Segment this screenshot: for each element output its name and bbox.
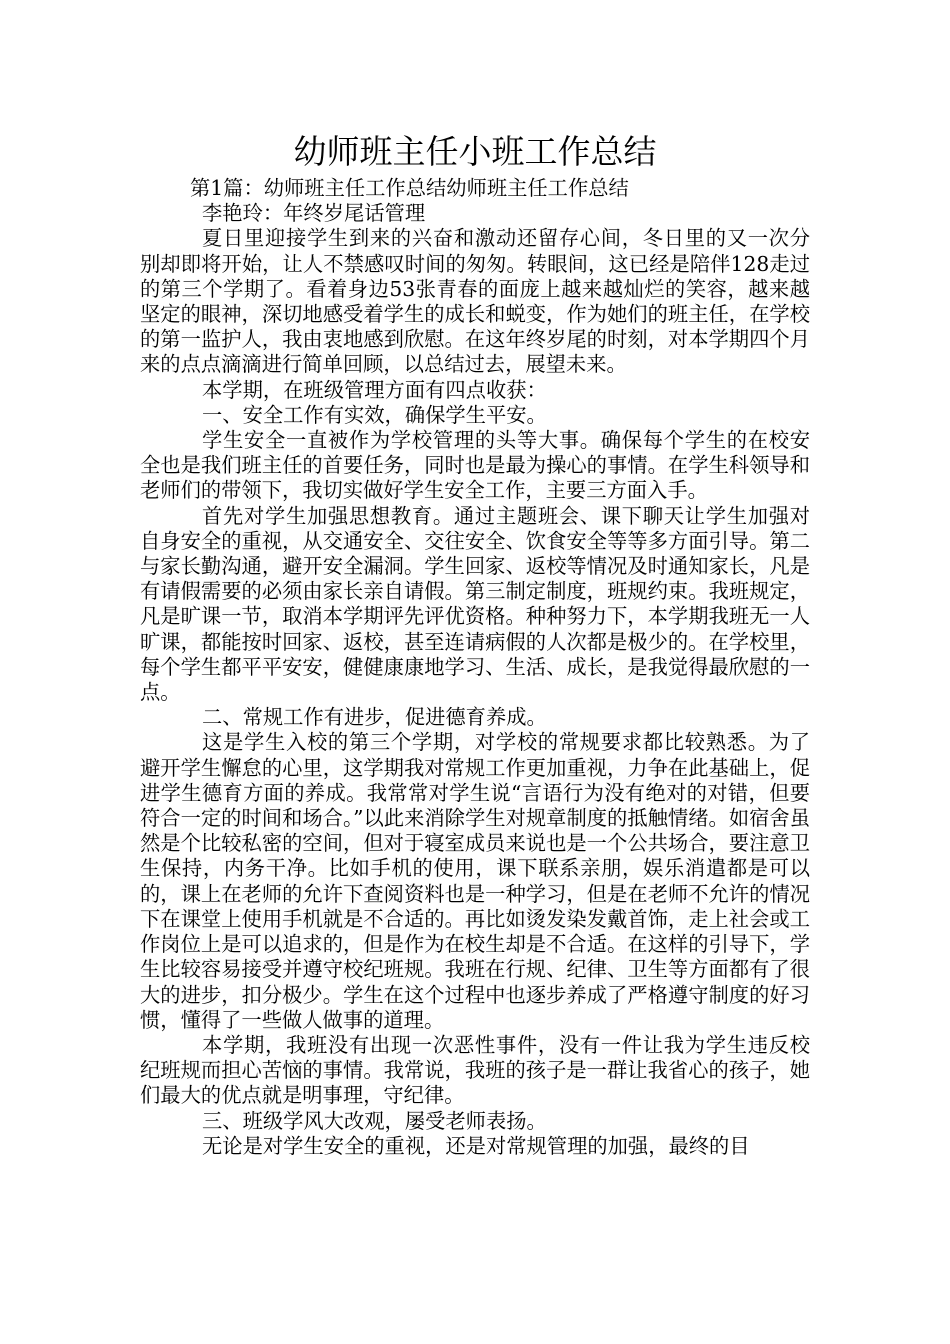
paragraph-safety-2: 首先对学生加强思想教育。通过主题班会、课下聊天让学生加强对自身安全的重视，从交通安全、交往安全、饮食安全等等多方面引导。第二与家长勤沟通，避开安全漏洞。学生回家、返校等情况及时通知家长，凡是有请假需要的必须由家长亲自请假。第三制定制度，班规约束。我班规定，凡是旷课一节，取消本学期评先评优资格。种种努力下，本学期我班无一人旷课，都能按时回家、返校，甚至连请病假的人次都是极少的。在学校里，每个学生都平平安安，健健康康地学习、生活、成长，是我觉得最欣慰的一点。 (140, 503, 810, 705)
paragraph-study-1: 无论是对学生安全的重视，还是对常规管理的加强，最终的目 (202, 1133, 750, 1158)
paragraph-summary: 本学期，在班级管理方面有四点收获： (202, 377, 547, 402)
paragraph-routine-2: 本学期，我班没有出现一次恶性事件，没有一件让我为学生违反校纪班规而担心苦恼的事情。我常说，我班的孩子是一群让我省心的孩子，她们最大的优点就是明事理，守纪律。 (140, 1032, 810, 1108)
document-page (140, 128, 810, 1159)
paragraph-routine-1: 这是学生入校的第三个学期，对学校的常规要求都比较熟悉。为了避开学生懈怠的心里，这学期我对常规工作更加重视，力争在此基础上，促进学生德育方面的养成。我常常对学生说“言语行为没有绝对的对错，但要符合一定的时间和场合。”以此来消除学生对规章制度的抵触情绪。如宿舍虽然是个比较私密的空间，但对于寝室成员来说也是一个公共场合，要注意卫生保持，内务干净。比如手机的使用，课下联系亲朋，娱乐消遣都是可以的，课上在老师的允许下查阅资料也是一种学习，但是在老师不允许的情况下在课堂上使用手机就是不合适的。再比如烫发染发戴首饰，走上社会或工作岗位上是可以追求的，但是作为在校生却是不合适。在这样的引导下，学生比较容易接受并遵守校纪班规。我班在行规、纪律、卫生等方面都有了很大的进步，扣分极少。学生在这个过程中也逐步养成了严格遵守制度的好习惯，懂得了一些做人做事的道理。 (140, 730, 810, 1032)
paragraph-safety-1: 学生安全一直被作为学校管理的头等大事。确保每个学生的在校安全也是我们班主任的首要任务，同时也是最为操心的事情。在学生科领导和老师们的带领下，我切实做好学生安全工作，主要三方面入手。 (140, 428, 810, 503)
author-byline: 李艳玲：年终岁尾话管理 (202, 201, 426, 226)
section-heading-safety: 一、安全工作有实效，确保学生平安。 (202, 402, 547, 427)
section-heading-study: 三、班级学风大改观，屡受老师表扬。 (202, 1108, 547, 1133)
chapter-subheading: 第1篇：幼师班主任工作总结幼师班主任工作总结 (190, 176, 629, 200)
paragraph-intro: 夏日里迎接学生到来的兴奋和激动还留存心间，冬日里的又一次分别却即将开始，让人不禁感叹时间的匆匆。转眼间，这已经是陪伴128走过的第三个学期了。看着身边53张青春的面庞上越来越灿烂的笑容，越来越坚定的眼神，深切地感受着学生的成长和蜕变，作为她们的班主任，在学校的第一监护人，我由衷地感到欣慰。在这年终岁尾的时刻，对本学期四个月来的点点滴滴进行简单回顾，以总结过去，展望未来。 (140, 226, 810, 377)
section-heading-routine: 二、常规工作有进步，促进德育养成。 (202, 705, 547, 730)
document-title: 幼师班主任小班工作总结 (293, 132, 657, 171)
